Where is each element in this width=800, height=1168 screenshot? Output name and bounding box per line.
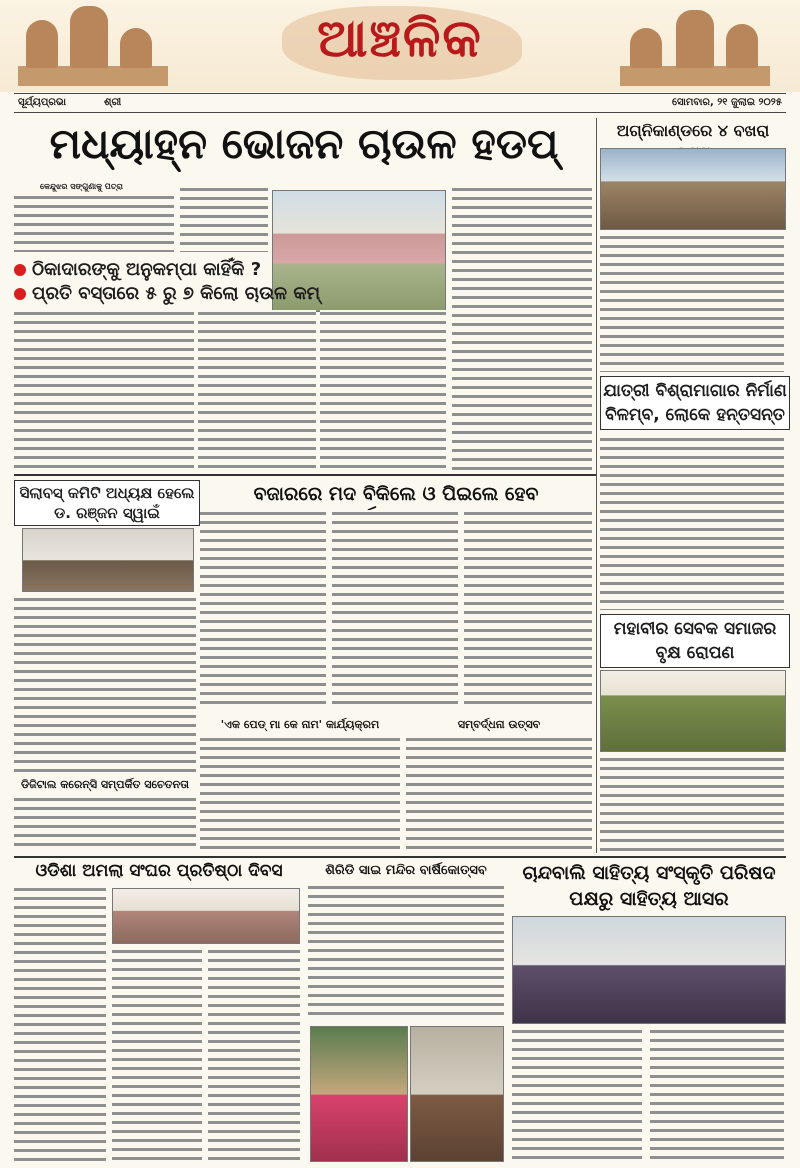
- chandbali-photo: [512, 916, 786, 1024]
- fire-photo-burnt-house: [600, 148, 786, 230]
- silabus-group-photo: [22, 528, 194, 592]
- main-headline: ମଧ୍ୟାହ୍ନ ଭୋଜନ ଚାଉଳ ହଡପ୍: [49, 119, 559, 168]
- chandbali-story-text-col2: [650, 1028, 784, 1164]
- mahavir-headline: ମହାବୀର ସେବକ ସମାଜର ବୃକ୍ଷ ରୋପଣ: [600, 614, 790, 668]
- temple-illustration-left: [8, 6, 178, 86]
- main-story-text-col6: [452, 186, 592, 470]
- shirdi-photo-2: [410, 1026, 504, 1162]
- bottom-section-rule: [14, 856, 786, 858]
- dateline-bar: [14, 93, 786, 113]
- shelter-headline: ଯାତ୍ରୀ ବିଶ୍ରାମାଗାର ନିର୍ମାଣ ବିଳମ୍ବ, ଲୋକେ ହନ୍ତସନ୍ତ: [600, 376, 790, 430]
- issue-date: ସୋମବାର, ୨୧ ଜୁଲାଇ ୨୦୨୫: [672, 97, 782, 108]
- chandbali-headline: ଚାନ୍ଦବାଲି ସାହିତ୍ୟ ସଂସ୍କୃତି ପରିଷଦ ପକ୍ଷରୁ ସାହିତ୍ୟ ଆସର: [522, 862, 776, 910]
- main-story-text-col1: [14, 194, 174, 252]
- main-bullet-2: ପ୍ରତି ବସ୍ତାରେ ୫ ରୁ ୭ କିଲୋ ଚାଉଳ କମ୍: [14, 282, 320, 306]
- main-story-text-col5: [320, 310, 446, 470]
- masthead-brand: ଆଞ୍ଚଳିକ: [317, 8, 483, 69]
- shirdi-story-text: [308, 884, 504, 1020]
- paper-name: ସୂର୍ଯ୍ୟପ୍ରଭା: [18, 97, 67, 108]
- tree-story-text: [200, 736, 400, 852]
- amala-story-text-col2: [112, 948, 202, 1164]
- main-bullet-1: ଠିକାଦାରଙ୍କୁ ଅନୁକମ୍ପା କାହିଁକି ?: [14, 258, 261, 282]
- shelter-story-text: [600, 436, 784, 610]
- column-divider: [596, 118, 597, 853]
- main-byline: କେନ୍ଦୁଝର ସଙ୍ଗୁଣାକୁ ପତ୍ରା: [40, 182, 123, 191]
- chandbali-story-text-col1: [512, 1028, 642, 1164]
- market-headline: ବଜାରରେ ମଦ ବିକିଲେ ଓ ପିଇଲେ ହେବ: [253, 483, 539, 505]
- felicitation-headline: ସମ୍ବର୍ଦ୍ଧନା ଉତ୍ସବ: [457, 718, 541, 731]
- silabus-story-text: [14, 596, 196, 774]
- mahavir-story-text: [600, 756, 784, 852]
- amala-story-text-col3: [208, 948, 300, 1164]
- market-story-text-col3: [464, 510, 592, 710]
- masthead: [0, 0, 800, 92]
- main-story-text-col3: [14, 310, 194, 470]
- amala-stage-photo: [112, 888, 300, 944]
- shirdi-headline: ଶିରିଡି ସାଇ ମନ୍ଦିର ବାର୍ଷିକୋତ୍ସବ: [325, 863, 487, 878]
- amala-story-text-col1: [14, 886, 106, 1164]
- fire-headline: ଅଗ୍ନିକାଣ୍ଡରେ ୪ ବଖରା: [616, 121, 770, 140]
- digital-story-text: [14, 796, 196, 852]
- mahavir-tree-planting-photo: [600, 670, 786, 752]
- amala-headline: ଓଡିଶା ଅମଲା ସଂଘର ପ୍ରତିଷ୍ଠା ଦିବସ: [35, 861, 283, 881]
- section-rule: [14, 474, 596, 476]
- shirdi-photo-1: [310, 1026, 408, 1162]
- tree-headline: 'ଏକ ପେଡ୍ ମା କେ ନାମ' କାର୍ଯ୍ୟକ୍ରମ: [220, 718, 380, 731]
- silabus-headline: ସିଲାବସ୍ କମିଟି ଅଧ୍ୟକ୍ଷ ହେଲେ ଡ. ରଞ୍ଜନ ସ୍ୱାଇଁ: [14, 480, 200, 526]
- shri-symbol: ଶ୍ରୀ: [104, 97, 122, 108]
- fire-story-text: [600, 234, 784, 372]
- digital-headline: ଡିଜିଟାଲ କରେନ୍ସି ସମ୍ପର୍କିତ ସଚେତନତା: [21, 778, 189, 791]
- market-story-text-col2: [332, 510, 458, 710]
- felicitation-story-text: [406, 736, 592, 852]
- main-story-text-col4: [198, 310, 316, 470]
- market-story-text-col1: [200, 510, 326, 710]
- main-story-text-col2: [180, 186, 268, 252]
- temple-illustration-right: [610, 6, 780, 86]
